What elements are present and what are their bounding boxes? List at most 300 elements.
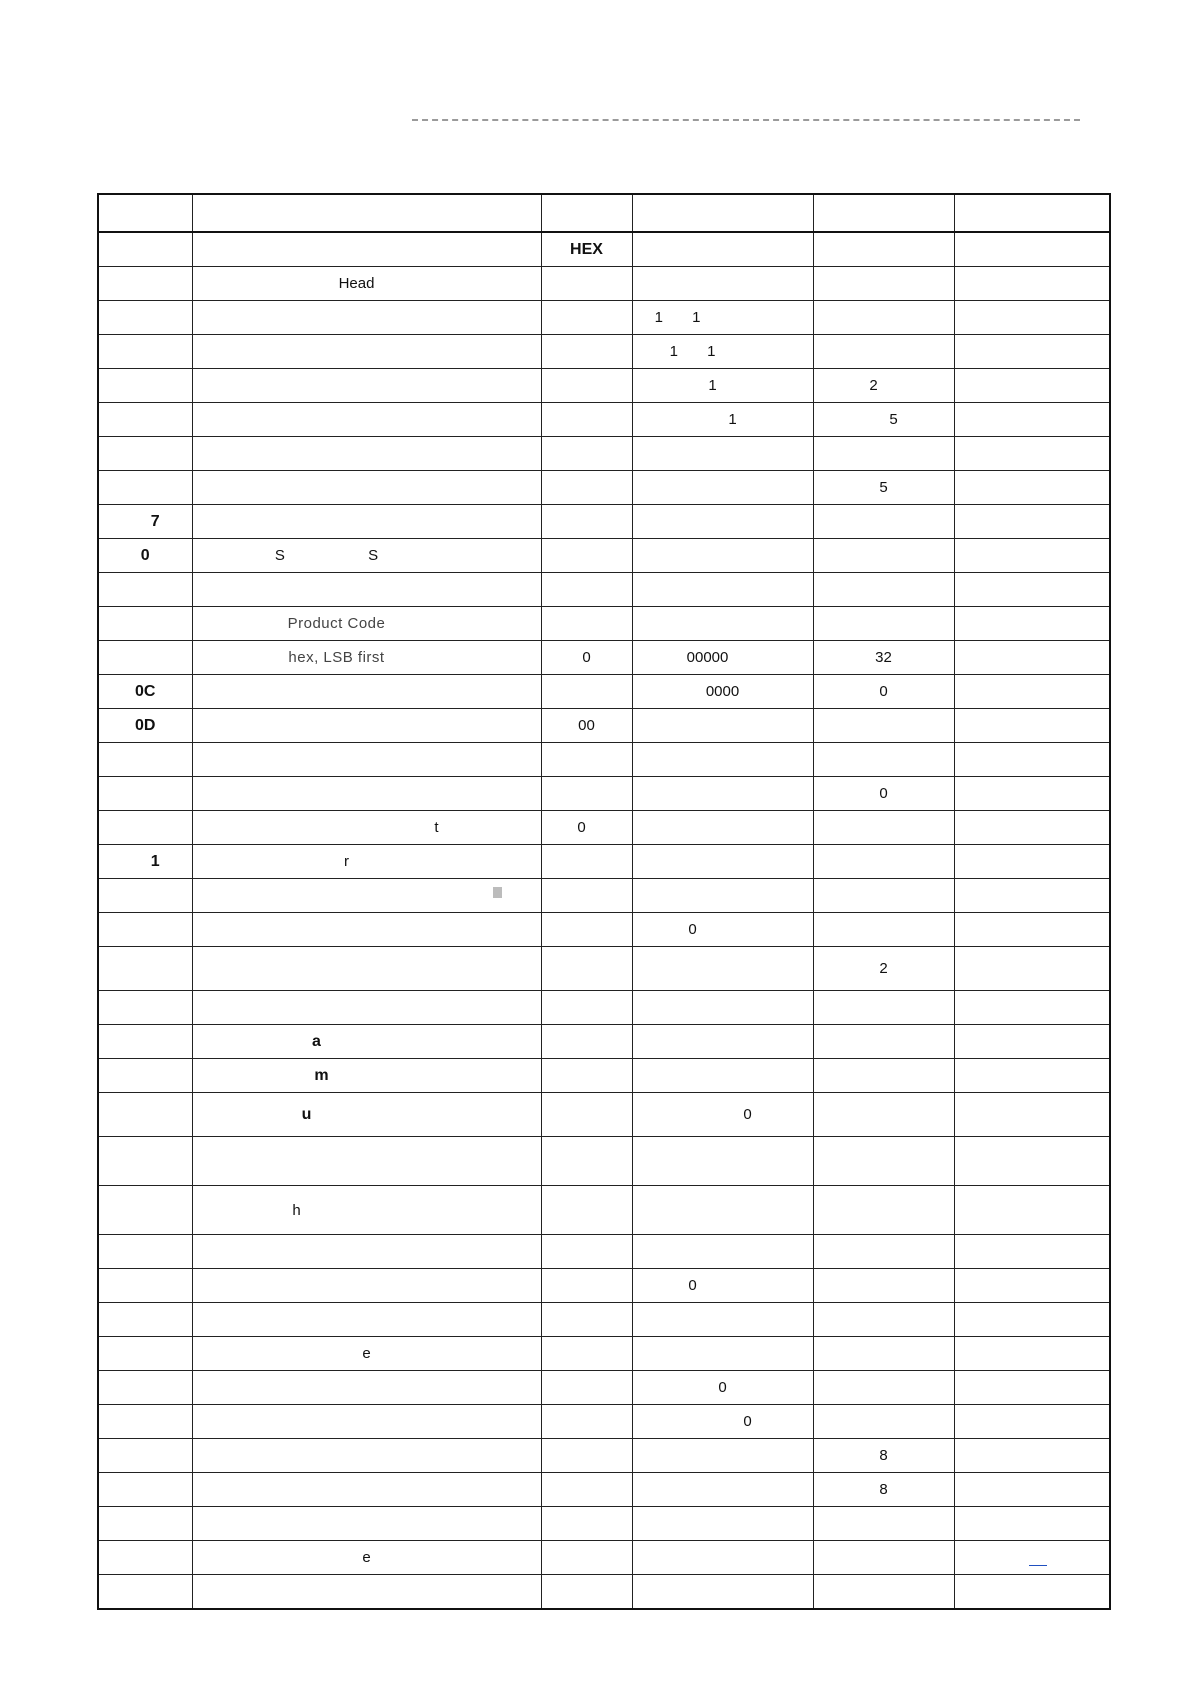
- table-cell: [632, 1337, 813, 1371]
- table-cell: [541, 1137, 632, 1186]
- table-cell: [541, 743, 632, 777]
- table-cell: [192, 641, 541, 675]
- table-cell: [813, 777, 954, 811]
- table-cell: [541, 845, 632, 879]
- table-row: [98, 1575, 1110, 1610]
- table-cell: [192, 607, 541, 641]
- table-row: [98, 403, 1110, 437]
- table-cell: [813, 1337, 954, 1371]
- table-cell: [632, 505, 813, 539]
- table-row: [98, 1473, 1110, 1507]
- table-cell: [541, 947, 632, 991]
- table-cell: [98, 267, 192, 301]
- table-cell: [192, 777, 541, 811]
- table-row: [98, 232, 1110, 267]
- cell-text: 8: [879, 1447, 888, 1464]
- table-cell: [954, 879, 1110, 913]
- table-cell: [954, 1541, 1110, 1575]
- cell-text: HEX: [570, 240, 603, 258]
- table-cell: [813, 1269, 954, 1303]
- table-cell: [954, 743, 1110, 777]
- table-cell: [813, 1093, 954, 1137]
- table-row: [98, 1507, 1110, 1541]
- table-row: [98, 743, 1110, 777]
- table-row: [98, 437, 1110, 471]
- table-cell: [98, 777, 192, 811]
- table-cell: [541, 1439, 632, 1473]
- header-cell: [192, 194, 541, 232]
- table-row: [98, 811, 1110, 845]
- table-cell: [632, 1137, 813, 1186]
- table-cell: [632, 1186, 813, 1235]
- table-row: [98, 913, 1110, 947]
- table-cell: [192, 743, 541, 777]
- table-cell: [813, 1186, 954, 1235]
- cell-text: 1: [728, 411, 737, 428]
- table-cell: [98, 1405, 192, 1439]
- table-cell: [632, 991, 813, 1025]
- cell-text: 0: [688, 1277, 697, 1294]
- table-cell: [98, 1337, 192, 1371]
- cell-text: 1 1: [669, 343, 716, 360]
- table-cell: [98, 1235, 192, 1269]
- table-cell: [98, 1269, 192, 1303]
- table-cell: [192, 879, 541, 913]
- cell-text: 0: [879, 683, 888, 700]
- table-cell: [541, 777, 632, 811]
- table-cell: [813, 947, 954, 991]
- cell-text: 7: [150, 512, 160, 530]
- table-cell: [541, 991, 632, 1025]
- table-cell: [954, 369, 1110, 403]
- table-cell: [813, 743, 954, 777]
- table-row: [98, 845, 1110, 879]
- table-cell: [954, 607, 1110, 641]
- table-cell: [98, 947, 192, 991]
- table-cell: [632, 913, 813, 947]
- table-cell: [98, 369, 192, 403]
- table-cell: [954, 845, 1110, 879]
- table-cell: [98, 1507, 192, 1541]
- cell-text: 0: [140, 546, 150, 564]
- table-cell: [192, 369, 541, 403]
- table-cell: [813, 641, 954, 675]
- table-cell: [813, 1371, 954, 1405]
- table-cell: [541, 267, 632, 301]
- table-cell: [192, 947, 541, 991]
- table-cell: [813, 232, 954, 267]
- table-cell: [541, 1405, 632, 1439]
- table-cell: [954, 1405, 1110, 1439]
- table-cell: [541, 1093, 632, 1137]
- table-cell: [954, 913, 1110, 947]
- table-cell: [813, 301, 954, 335]
- table-row: [98, 607, 1110, 641]
- table-cell: [541, 1059, 632, 1093]
- table-row: [98, 573, 1110, 607]
- table-cell: [192, 267, 541, 301]
- table-cell: [813, 879, 954, 913]
- table-cell: [813, 505, 954, 539]
- table-cell: [632, 947, 813, 991]
- cell-text: m: [314, 1066, 329, 1084]
- table-cell: [98, 811, 192, 845]
- table-cell: [192, 1337, 541, 1371]
- table-cell: [632, 1235, 813, 1269]
- table-row: [98, 1269, 1110, 1303]
- table-cell: [98, 913, 192, 947]
- table-header-row: [98, 194, 1110, 232]
- table-row: [98, 1541, 1110, 1575]
- table-cell: [632, 539, 813, 573]
- table-cell: [98, 505, 192, 539]
- cell-text: 0: [879, 785, 888, 802]
- table-cell: [98, 232, 192, 267]
- table-cell: [813, 1439, 954, 1473]
- table-cell: [632, 1303, 813, 1337]
- table-cell: [954, 1303, 1110, 1337]
- table-cell: [192, 1371, 541, 1405]
- table-cell: [192, 505, 541, 539]
- table-cell: [98, 471, 192, 505]
- table-cell: [813, 267, 954, 301]
- table-cell: [954, 1575, 1110, 1610]
- table-cell: [813, 1575, 954, 1610]
- cell-text: 00: [578, 717, 595, 734]
- table-cell: [541, 1235, 632, 1269]
- table-cell: [954, 641, 1110, 675]
- table-cell: [632, 675, 813, 709]
- table-cell: [192, 913, 541, 947]
- table-cell: [98, 573, 192, 607]
- table-cell: [954, 267, 1110, 301]
- table-cell: [632, 301, 813, 335]
- table-cell: [541, 1575, 632, 1610]
- table-cell: [192, 991, 541, 1025]
- cell-text: a: [312, 1032, 321, 1050]
- table-cell: [632, 743, 813, 777]
- table-cell: [192, 845, 541, 879]
- table-cell: [632, 335, 813, 369]
- table-cell: [632, 607, 813, 641]
- table-cell: [632, 1507, 813, 1541]
- table-cell: [192, 1473, 541, 1507]
- table-cell: [192, 573, 541, 607]
- table-cell: [192, 301, 541, 335]
- table-cell: [98, 1439, 192, 1473]
- table-cell: [541, 675, 632, 709]
- table-cell: [192, 675, 541, 709]
- table-row: [98, 369, 1110, 403]
- table-cell: [98, 1575, 192, 1610]
- table-row: [98, 947, 1110, 991]
- cell-text: 0: [743, 1413, 752, 1430]
- table-cell: [813, 539, 954, 573]
- table-cell: [813, 1235, 954, 1269]
- table-cell: [813, 335, 954, 369]
- table-row: [98, 267, 1110, 301]
- table-cell: [632, 641, 813, 675]
- table-cell: [813, 573, 954, 607]
- table-row: [98, 641, 1110, 675]
- table-cell: [192, 1405, 541, 1439]
- table-cell: [632, 403, 813, 437]
- table-cell: [954, 573, 1110, 607]
- table-cell: [541, 505, 632, 539]
- table-cell: [98, 437, 192, 471]
- table-row: [98, 1337, 1110, 1371]
- table-row: [98, 991, 1110, 1025]
- table-cell: [192, 1025, 541, 1059]
- cell-text: 00000: [686, 649, 729, 666]
- table-row: [98, 1137, 1110, 1186]
- table-cell: [541, 403, 632, 437]
- table-cell: [813, 675, 954, 709]
- table-cell: [954, 1439, 1110, 1473]
- header-cell: [98, 194, 192, 232]
- cell-text: 0: [743, 1106, 752, 1123]
- table-cell: [98, 1137, 192, 1186]
- table-cell: [954, 991, 1110, 1025]
- table-cell: [632, 437, 813, 471]
- table-cell: [541, 811, 632, 845]
- table-cell: [954, 1473, 1110, 1507]
- table-cell: [632, 1439, 813, 1473]
- table-cell: [632, 1059, 813, 1093]
- table-cell: [954, 1371, 1110, 1405]
- table-cell: [954, 1059, 1110, 1093]
- table-cell: [813, 1507, 954, 1541]
- table-row: [98, 777, 1110, 811]
- table-cell: [192, 1303, 541, 1337]
- cell-text: 0000: [705, 683, 740, 700]
- table-cell: [192, 811, 541, 845]
- gray-marker-square: [493, 887, 502, 898]
- table-row: [98, 539, 1110, 573]
- table-row: [98, 471, 1110, 505]
- table-cell: [632, 369, 813, 403]
- cell-text: h: [292, 1201, 301, 1219]
- table-cell: [813, 1059, 954, 1093]
- table-cell: [192, 709, 541, 743]
- table-cell: [98, 675, 192, 709]
- cell-text: t: [434, 819, 439, 836]
- table-cell: [813, 709, 954, 743]
- table-cell: [192, 1439, 541, 1473]
- table-cell: [954, 539, 1110, 573]
- table-cell: [813, 1025, 954, 1059]
- table-cell: [192, 1093, 541, 1137]
- dashed-header-rule: [412, 119, 1080, 121]
- table-cell: [954, 1137, 1110, 1186]
- table-cell: [954, 1337, 1110, 1371]
- table-cell: [954, 1093, 1110, 1137]
- table-cell: [632, 1405, 813, 1439]
- table-cell: [98, 301, 192, 335]
- table-cell: [541, 1371, 632, 1405]
- table-cell: [954, 232, 1110, 267]
- table-cell: [632, 232, 813, 267]
- cell-text: Head: [338, 275, 375, 292]
- table-cell: [632, 1269, 813, 1303]
- table-cell: [813, 811, 954, 845]
- table-cell: [632, 777, 813, 811]
- table-row: [98, 1093, 1110, 1137]
- table-cell: [954, 1235, 1110, 1269]
- table-cell: [632, 1541, 813, 1575]
- table-cell: [954, 437, 1110, 471]
- table-cell: [192, 1235, 541, 1269]
- table-cell: [98, 1541, 192, 1575]
- cell-text: 2: [869, 377, 878, 394]
- cell-text: 8: [879, 1481, 888, 1498]
- table-cell: [541, 437, 632, 471]
- table-row: [98, 1439, 1110, 1473]
- cell-text: u: [301, 1105, 312, 1123]
- table-cell: [541, 879, 632, 913]
- table-cell: [541, 539, 632, 573]
- table-cell: [954, 471, 1110, 505]
- table-cell: [813, 1473, 954, 1507]
- table-cell: [632, 709, 813, 743]
- table-cell: [541, 1507, 632, 1541]
- table-cell: [192, 1059, 541, 1093]
- table-row: [98, 1059, 1110, 1093]
- table-row: [98, 505, 1110, 539]
- table-cell: [813, 1303, 954, 1337]
- table-cell: [98, 709, 192, 743]
- table-cell: [954, 811, 1110, 845]
- cell-text: 0: [718, 1379, 727, 1396]
- table-cell: [954, 709, 1110, 743]
- table-cell: [813, 845, 954, 879]
- cell-text: 0: [582, 649, 591, 666]
- table-cell: [541, 1186, 632, 1235]
- table-cell: [192, 1575, 541, 1610]
- table-cell: [813, 913, 954, 947]
- cell-text: 5: [879, 479, 888, 496]
- table-cell: [632, 573, 813, 607]
- table-cell: [192, 232, 541, 267]
- cell-text: 0: [577, 819, 586, 836]
- header-cell: [813, 194, 954, 232]
- table-cell: [192, 539, 541, 573]
- table-cell: [813, 607, 954, 641]
- table-row: [98, 675, 1110, 709]
- cell-text: 5: [889, 411, 898, 428]
- link-underline[interactable]: [1029, 1565, 1047, 1566]
- table-cell: [632, 1473, 813, 1507]
- table-cell: [813, 471, 954, 505]
- table-cell: [192, 1269, 541, 1303]
- table-cell: [98, 879, 192, 913]
- table-cell: [954, 1025, 1110, 1059]
- header-cell: [632, 194, 813, 232]
- cell-text: Product Code: [287, 615, 386, 632]
- cell-text: r: [344, 853, 349, 870]
- header-cell: [954, 194, 1110, 232]
- table-cell: [632, 1025, 813, 1059]
- table-cell: [954, 675, 1110, 709]
- cell-text: 1 1: [654, 309, 701, 326]
- table-cell: [98, 991, 192, 1025]
- table-cell: [541, 573, 632, 607]
- table-cell: [98, 1473, 192, 1507]
- table-cell: [632, 1575, 813, 1610]
- cell-text: S S: [274, 547, 379, 564]
- header-cell: [541, 194, 632, 232]
- table-cell: [954, 1507, 1110, 1541]
- table-cell: [813, 1405, 954, 1439]
- table-row: [98, 709, 1110, 743]
- table-cell: [813, 1137, 954, 1186]
- table-row: [98, 1371, 1110, 1405]
- table-cell: [632, 1093, 813, 1137]
- table-cell: [813, 437, 954, 471]
- table-cell: [813, 369, 954, 403]
- table-cell: [813, 1541, 954, 1575]
- table-cell: [192, 437, 541, 471]
- table-cell: [632, 879, 813, 913]
- cell-text: e: [362, 1549, 371, 1566]
- table-cell: [192, 335, 541, 369]
- table-cell: [98, 1303, 192, 1337]
- table-cell: [813, 991, 954, 1025]
- table-cell: [98, 335, 192, 369]
- table-cell: [541, 1337, 632, 1371]
- table-cell: [813, 403, 954, 437]
- table-cell: [632, 267, 813, 301]
- table-row: [98, 1303, 1110, 1337]
- table-cell: [632, 811, 813, 845]
- table-cell: [541, 369, 632, 403]
- table-cell: [632, 471, 813, 505]
- table-cell: [98, 403, 192, 437]
- table-cell: [954, 777, 1110, 811]
- table-cell: [632, 1371, 813, 1405]
- table-row: [98, 879, 1110, 913]
- cell-text: 1: [708, 377, 717, 394]
- table-cell: [192, 1507, 541, 1541]
- table-cell: [541, 1025, 632, 1059]
- table-cell: [192, 471, 541, 505]
- table-cell: [954, 403, 1110, 437]
- table-cell: [954, 301, 1110, 335]
- table-cell: [98, 1371, 192, 1405]
- table-cell: [98, 743, 192, 777]
- table-cell: [954, 335, 1110, 369]
- table-cell: [954, 1269, 1110, 1303]
- table-cell: [541, 607, 632, 641]
- cell-text: 0C: [135, 682, 156, 700]
- table-cell: [541, 1303, 632, 1337]
- cell-text: 1: [150, 852, 160, 870]
- table-cell: [192, 1186, 541, 1235]
- cell-text: 32: [875, 649, 892, 666]
- table-cell: [192, 403, 541, 437]
- table-cell: [541, 709, 632, 743]
- cell-text: e: [362, 1345, 371, 1362]
- table-cell: [192, 1541, 541, 1575]
- table-row: [98, 1186, 1110, 1235]
- table-row: [98, 301, 1110, 335]
- cell-text: 0D: [135, 716, 156, 734]
- table-cell: [954, 1186, 1110, 1235]
- table-cell: [192, 1137, 541, 1186]
- table-cell: [541, 1541, 632, 1575]
- cell-text: hex, LSB first: [288, 649, 385, 666]
- table-row: [98, 1405, 1110, 1439]
